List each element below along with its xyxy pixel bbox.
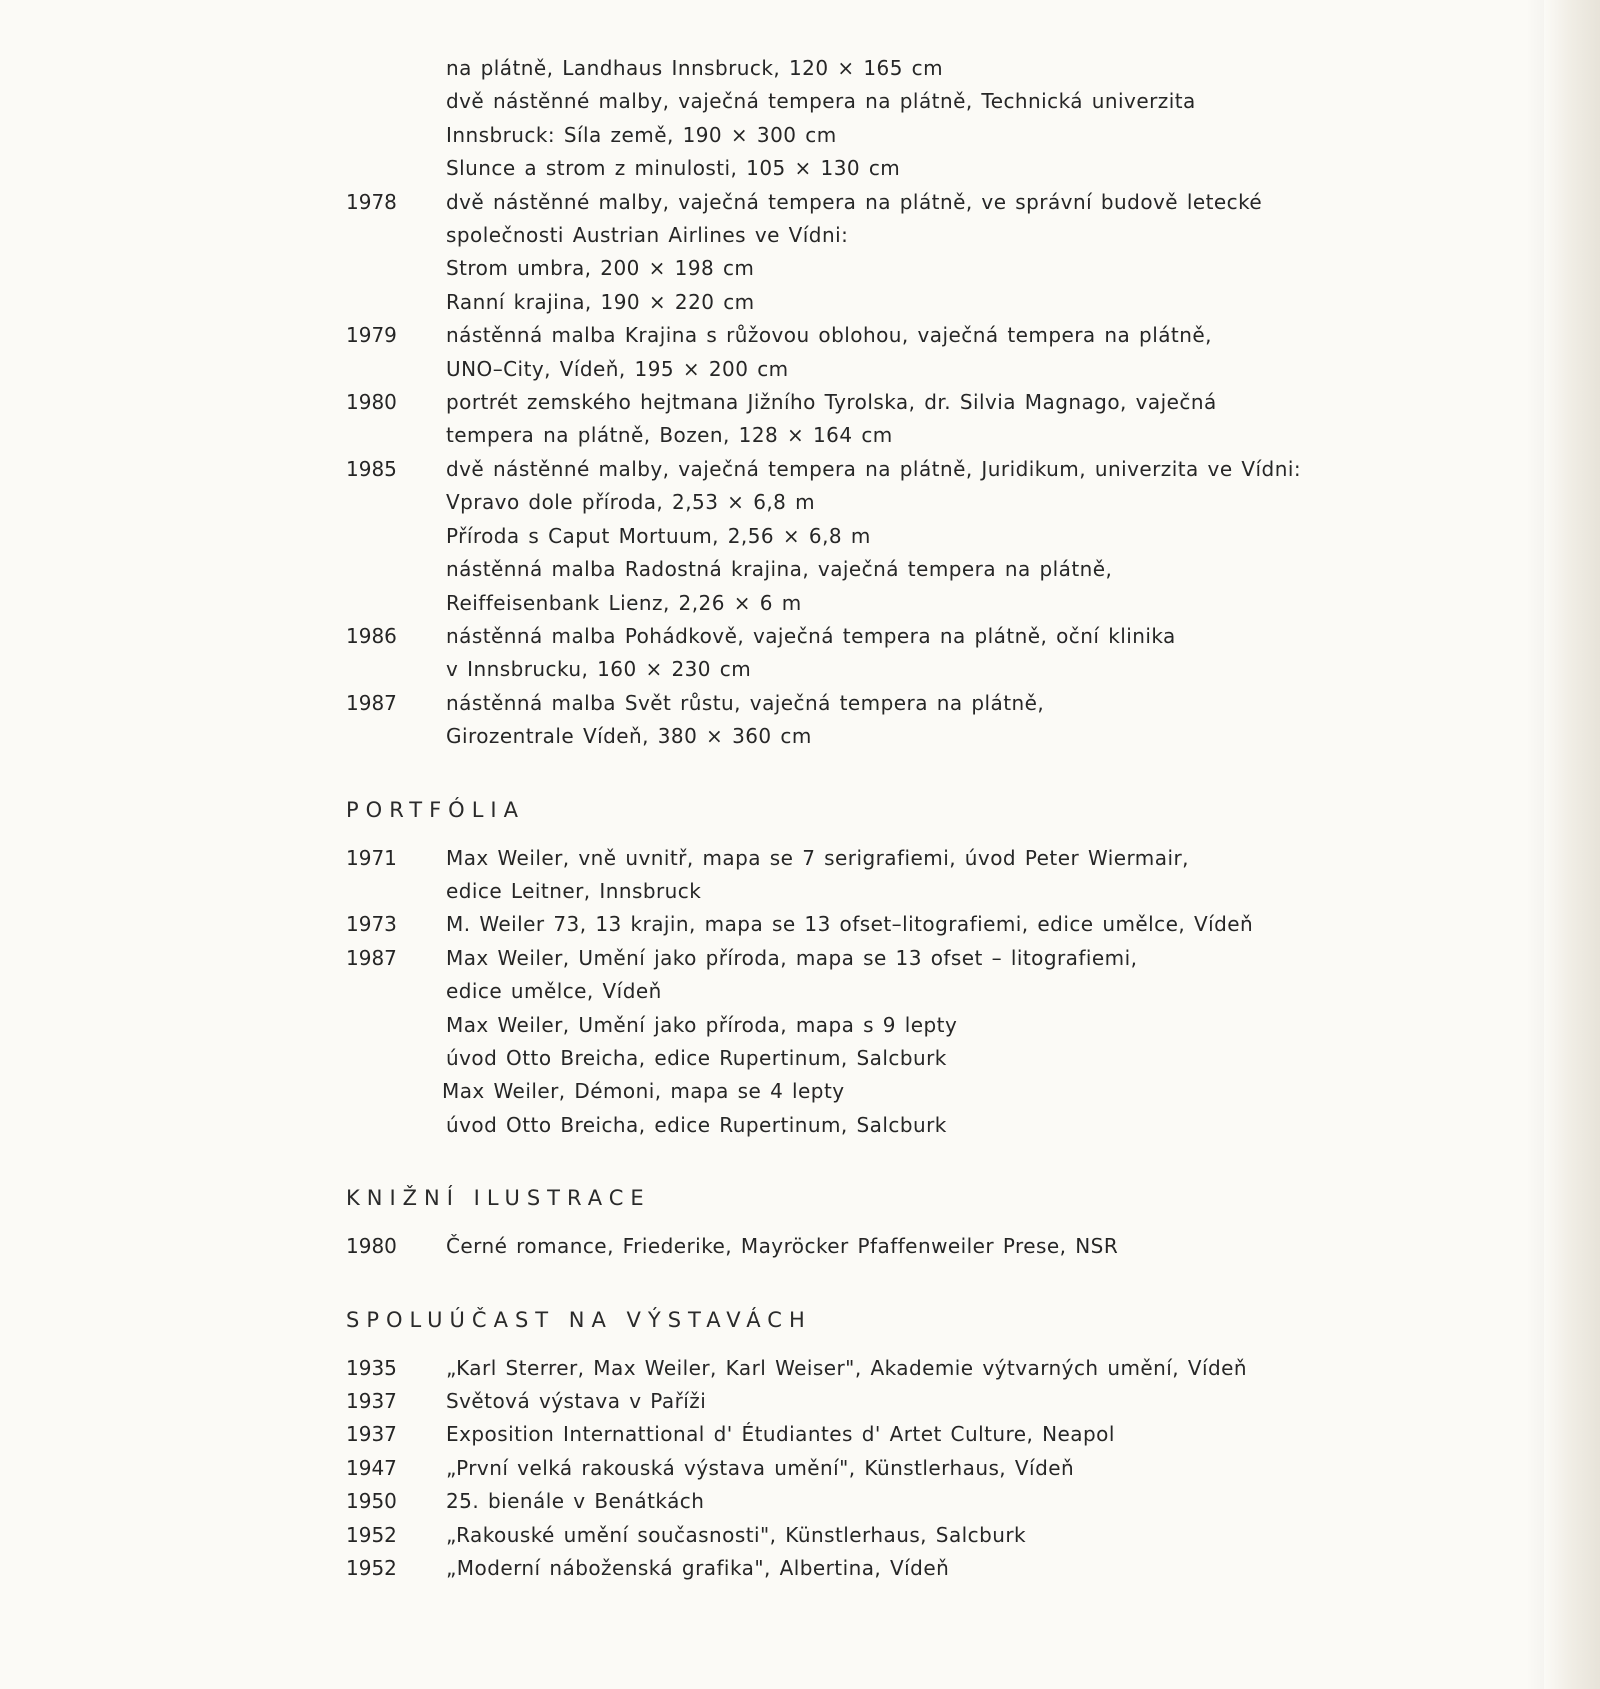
entry-line: nástěnná malba Pohádkově, vaječná tempera na plátně, oční klinika [446,623,1176,648]
mural-entry [346,453,1346,620]
entry-year: 1952 [346,1522,397,1547]
entry-lines [446,1385,1346,1418]
entry-line: Ranní krajina, 190 × 220 cm [446,289,755,314]
murals-list [346,186,1346,754]
entry-line: Innsbruck: Síla země, 190 × 300 cm [446,122,837,147]
entry-line: edice Leitner, Innsbruck [446,878,702,903]
entry-lines [446,386,1346,453]
entry-year: 1973 [346,912,397,937]
spoluucast-list [346,1352,1346,1586]
entry-line: „Karl Sterrer, Max Weiler, Karl Weiser", Akademie výtvarných umění, Vídeň [446,1355,1248,1380]
exhibition-entry [346,1519,1346,1552]
knizni-ilustrace-list [346,1230,1346,1263]
entry-lines [446,908,1346,941]
entry-year: 1987 [346,945,397,970]
entry-year: 1952 [346,1556,397,1581]
mural-entry [346,620,1346,687]
entry-line: Vpravo dole příroda, 2,53 × 6,8 m [446,490,816,515]
page-edge [1544,0,1600,1689]
entry-line: dvě nástěnné malby, vaječná tempera na plátně, ve správní budově letecké [446,189,1263,214]
exhibition-entry [346,1352,1346,1385]
entry-line: nástěnná malba Svět růstu, vaječná tempera na plátně, [446,690,1045,715]
entry-lines [446,1418,1346,1451]
entry-lines [446,453,1346,620]
mural-entry [346,186,1346,320]
entry-line: Max Weiler, Umění jako příroda, mapa se 13 ofset – litografiemi, [446,945,1138,970]
entry-lines [446,1485,1346,1518]
entry-lines [446,1352,1346,1385]
illustration-entry [346,1230,1346,1263]
portfolio-entry [346,908,1346,941]
section-heading-portfolia: PORTFÓLIA [346,797,525,822]
entry-lines [446,319,1346,386]
entry-line: Reiffeisenbank Lienz, 2,26 × 6 m [446,590,802,615]
entry-line: úvod Otto Breicha, edice Rupertinum, Salcburk [446,1045,947,1070]
entry-year: 1950 [346,1489,397,1514]
entry-line: „Moderní náboženská grafika", Albertina, Vídeň [446,1556,950,1581]
entry-line: „Rakouské umění současnosti", Künstlerhaus, Salcburk [446,1522,1027,1547]
entry-year: 1985 [346,456,397,481]
entry-line: Exposition Internattional d' Étudiantes d' Artet Culture, Neapol [446,1422,1115,1447]
entry-line: nástěnná malba Krajina s růžovou oblohou, vaječná tempera na plátně, [446,323,1212,348]
entry-line: portrét zemského hejtmana Jižního Tyrolska, dr. Silvia Magnago, vaječná [446,390,1217,415]
entry-lines [446,1519,1346,1552]
entry-line: Černé romance, Friederike, Mayröcker Pfaffenweiler Prese, NSR [446,1234,1119,1259]
entry-line: Strom umbra, 200 × 198 cm [446,256,755,281]
entry-line: Girozentrale Vídeň, 380 × 360 cm [446,724,812,749]
entry-lines [442,942,1346,1142]
entry-line: 25. bienále v Benátkách [446,1489,705,1514]
entry-lines [446,687,1346,754]
portfolio-entry [346,942,1346,1142]
entry-year: 1947 [346,1455,397,1480]
section-heading-spoluucast: SPOLUÚČAST NA VÝSTAVÁCH [346,1307,812,1332]
entry-line: Max Weiler, vně uvnitř, mapa se 7 serigrafiemi, úvod Peter Wiermair, [446,845,1189,870]
page-gutter-shadow [1526,0,1544,1689]
exhibition-entry [346,1552,1346,1585]
entry-line: dvě nástěnné malby, vaječná tempera na plátně, Technická univerzita [446,89,1196,114]
entry-line: Slunce a strom z minulosti, 105 × 130 cm [446,156,901,181]
entry-line: M. Weiler 73, 13 krajin, mapa se 13 ofset–litografiemi, edice umělce, Vídeň [446,912,1254,937]
entry-year: 1937 [346,1389,397,1413]
entry-lines [446,52,1346,186]
entry-year: 1987 [346,690,397,715]
entry-year: 1937 [346,1422,397,1447]
entry-year: 1971 [346,845,397,870]
entry-lines [446,620,1346,687]
entry-line: Max Weiler, Démoni, mapa se 4 lepty [442,1079,845,1104]
entry-year: 1978 [346,189,397,214]
entry-line: Max Weiler, Umění jako příroda, mapa s 9 lepty [446,1012,958,1037]
entry-line: dvě nástěnné malby, vaječná tempera na plátně, Juridikum, univerzita ve Vídni: [446,456,1302,481]
entry-line: nástěnná malba Radostná krajina, vaječná tempera na plátně, [446,557,1113,582]
exhibition-entry [346,1485,1346,1518]
entry-line: Světová výstava v Paříži [446,1389,707,1413]
exhibition-entry [346,1385,1346,1418]
entry-year: 1980 [346,1234,397,1259]
entry-lines [446,1552,1346,1585]
entry-line: edice umělce, Vídeň [446,979,662,1004]
entry-line: Příroda s Caput Mortuum, 2,56 × 6,8 m [446,523,871,548]
continuation-entry [346,52,1346,186]
entry-line: úvod Otto Breicha, edice Rupertinum, Salcburk [446,1112,947,1137]
section-heading-knizni-ilustrace: KNIŽNÍ ILUSTRACE [346,1186,651,1211]
mural-entry [346,687,1346,754]
mural-entry [346,386,1346,453]
entry-line: tempera na plátně, Bozen, 128 × 164 cm [446,423,893,448]
entry-lines [446,842,1346,909]
entry-year: 1986 [346,623,397,648]
entry-line: na plátně, Landhaus Innsbruck, 120 × 165 cm [446,56,944,80]
exhibition-entry [346,1418,1346,1451]
entry-lines [446,1452,1346,1485]
entry-lines [446,1230,1346,1263]
portfolia-list [346,842,1346,1143]
entry-line: „První velká rakouská výstava umění", Künstlerhaus, Vídeň [446,1455,1075,1480]
entry-line: UNO–City, Vídeň, 195 × 200 cm [446,356,789,381]
exhibition-entry [346,1452,1346,1485]
page-content [346,52,1346,1585]
entry-year: 1979 [346,323,397,348]
entry-year: 1980 [346,390,397,415]
entry-year: 1935 [346,1355,397,1380]
entry-line: společnosti Austrian Airlines ve Vídni: [446,223,849,248]
portfolio-entry [346,842,1346,909]
mural-entry [346,319,1346,386]
entry-lines [446,186,1346,320]
entry-line: v Innsbrucku, 160 × 230 cm [446,657,752,682]
